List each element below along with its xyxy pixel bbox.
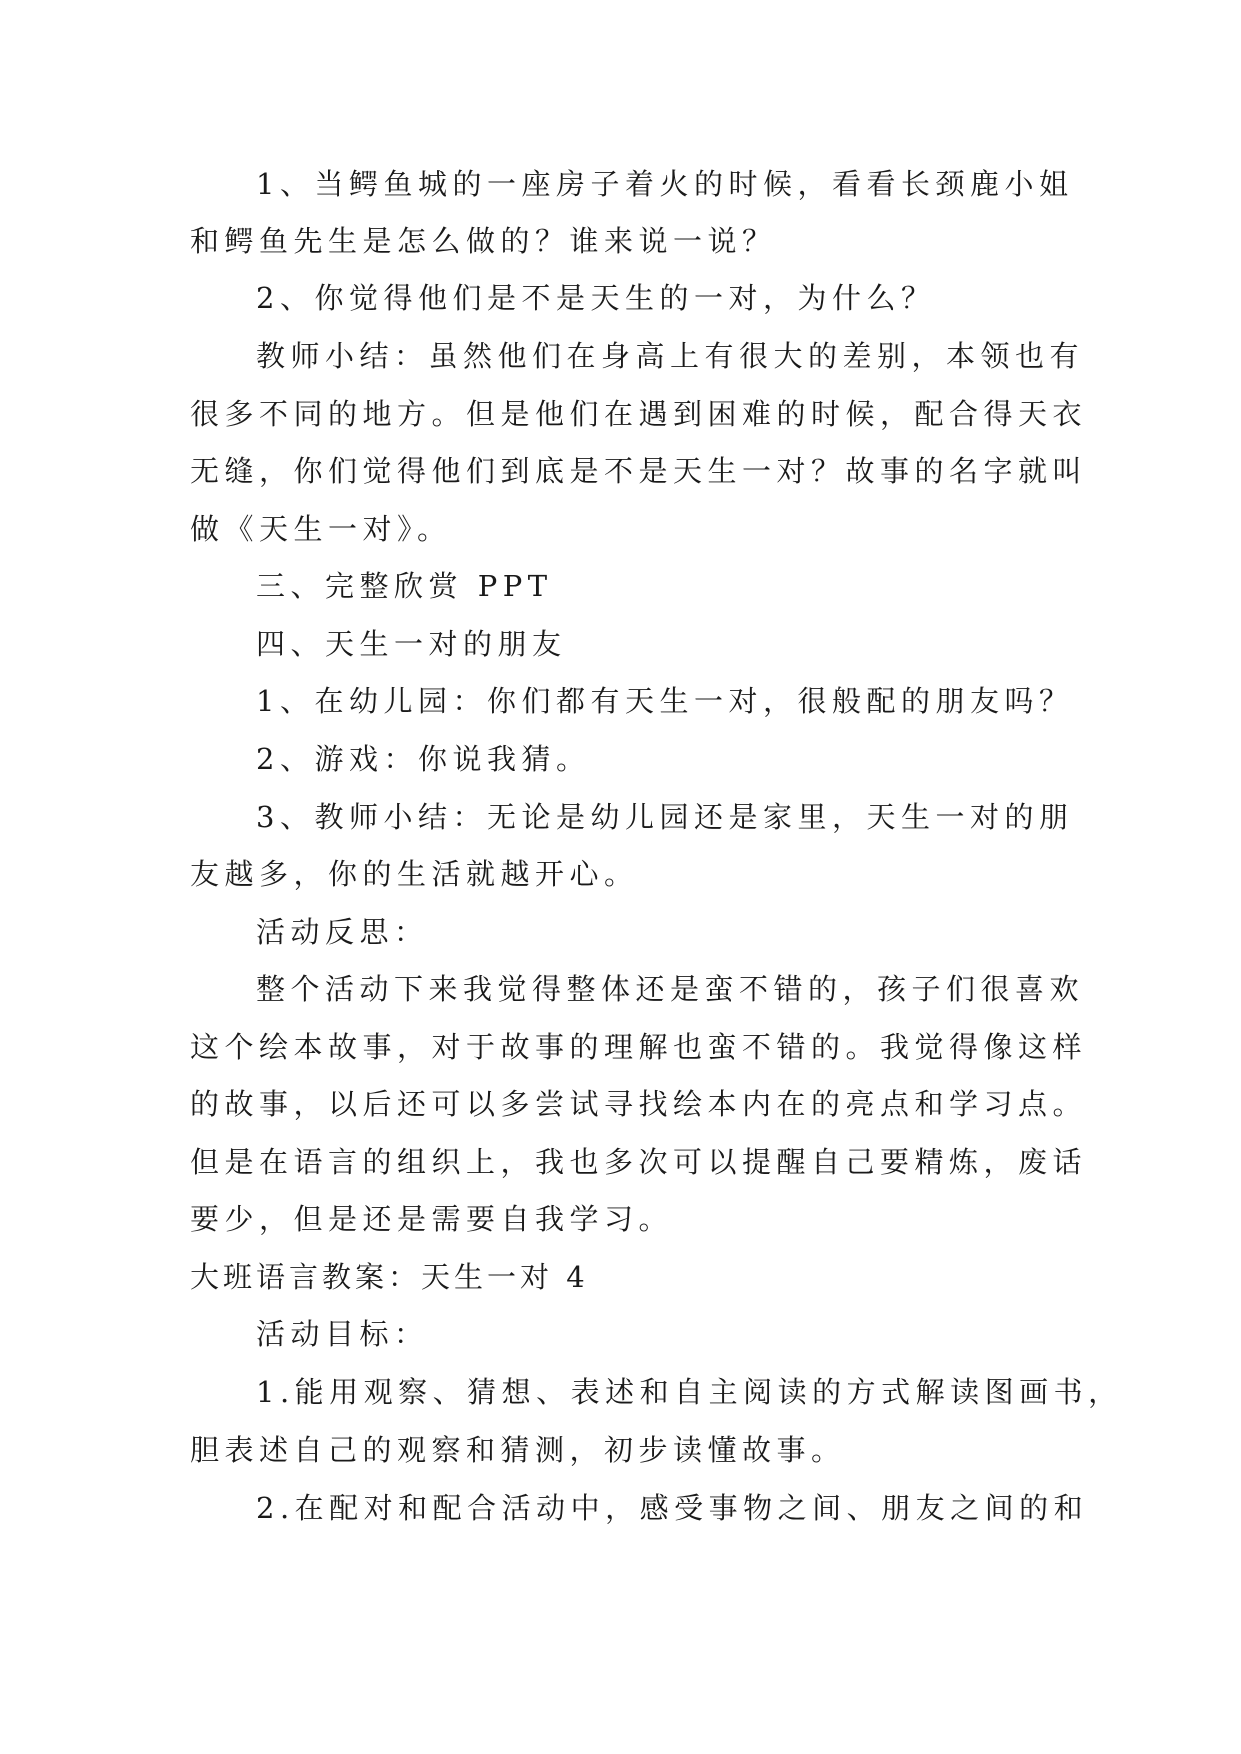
paragraph-line: 的故事，以后还可以多尝试寻找绘本内在的亮点和学习点。 [190, 1087, 1088, 1121]
paragraph-line: 教师小结：虽然他们在身高上有很大的差别，本领也有 [256, 339, 1085, 373]
paragraph-line: 整个活动下来我觉得整体还是蛮不错的，孩子们很喜欢 [256, 972, 1085, 1006]
paragraph-line: 无缝，你们觉得他们到底是不是天生一对？故事的名字就叫 [190, 454, 1088, 488]
paragraph-line: 2、游戏：你说我猜。 [256, 742, 591, 776]
paragraph-line: 2、你觉得他们是不是天生的一对，为什么？ [256, 281, 936, 315]
paragraph-line: 但是在语言的组织上，我也多次可以提醒自己要精炼，废话 [190, 1145, 1088, 1179]
paragraph-line: 这个绘本故事，对于故事的理解也蛮不错的。我觉得像这样 [190, 1030, 1088, 1064]
document-title: 大班语言教案：天生一对 4 [190, 1260, 589, 1294]
section-heading: 四、天生一对的朋友 [256, 627, 567, 661]
paragraph-line: 和鳄鱼先生是怎么做的？谁来说一说？ [190, 224, 777, 258]
section-heading: 三、完整欣赏 PPT [256, 569, 553, 603]
paragraph-line: 友越多，你的生活就越开心。 [190, 857, 639, 891]
paragraph-line: 胆表述自己的观察和猜测，初步读懂故事。 [190, 1433, 846, 1467]
paragraph-line: 很多不同的地方。但是他们在遇到困难的时候，配合得天衣 [190, 397, 1088, 431]
section-heading: 活动目标： [256, 1317, 429, 1351]
section-heading: 活动反思： [256, 915, 429, 949]
paragraph-line: 1.能用观察、猜想、表述和自主阅读的方式解读图画书， [256, 1375, 1123, 1409]
paragraph-line: 1、当鳄鱼城的一座房子着火的时候，看看长颈鹿小姐 [256, 167, 1074, 201]
paragraph-line: 做《天生一对》。 [190, 512, 452, 546]
paragraph-line: 2.在配对和配合活动中，感受事物之间、朋友之间的和 [256, 1491, 1089, 1525]
paragraph-line: 要少，但是还是需要自我学习。 [190, 1202, 674, 1236]
paragraph-line: 1、在幼儿园：你们都有天生一对，很般配的朋友吗？ [256, 684, 1074, 718]
paragraph-line: 3、教师小结：无论是幼儿园还是家里，天生一对的朋 [256, 800, 1074, 834]
